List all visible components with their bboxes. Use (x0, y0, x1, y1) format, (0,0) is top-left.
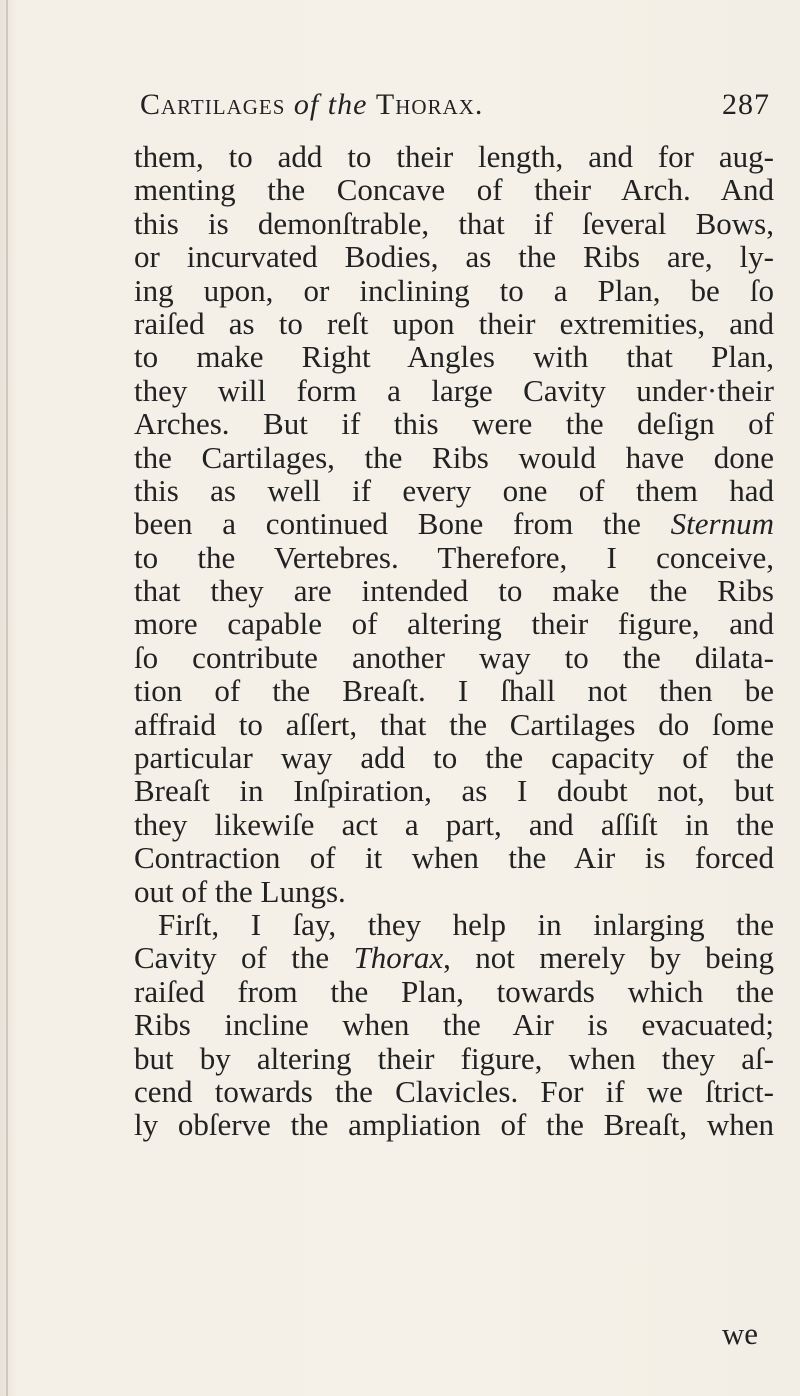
text-line: ſo contribute another way to the dilata- (134, 639, 774, 675)
text-line: Firſt, I ſay, they help in inlarging the (158, 906, 774, 942)
text-line: the Cartilages, the Ribs would have done (134, 439, 774, 475)
text-segment: , not merely by being (443, 940, 775, 976)
text-line: that they are intended to make the Ribs (134, 573, 774, 609)
text-line: particular way add to the capacity of the (134, 740, 774, 776)
text-line: but by altering their figure, when they aſ- (134, 1040, 774, 1076)
text-line (134, 941, 774, 974)
text-line: or incurvated Bodies, as the Ribs are, ly- (134, 239, 774, 275)
text-line: out of the Lungs. (134, 873, 346, 909)
text-line: Arches. But if this were the deſign of (134, 406, 774, 442)
text-line: tion of the Breaſt. I ſhall not then be (134, 673, 774, 709)
text-line: they will form a large Cavity under·their (134, 372, 774, 408)
text-segment: been a continued Bone from the (134, 506, 641, 542)
text-line: they likewiſe act a part, and aſſiſt in the (134, 806, 774, 842)
text-line: raiſed from the Plan, towards which the (134, 973, 774, 1009)
text-line: cend towards the Clavicles. For if we ſtrict- (134, 1073, 774, 1109)
running-head-right: Thorax. (375, 88, 484, 121)
text-line: to make Right Angles with that Plan, (134, 339, 774, 375)
body-text (134, 140, 774, 1142)
gutter-shadow (6, 0, 8, 1396)
text-line: them, to add to their length, and for aug- (134, 139, 774, 174)
text-line: ing upon, or inclining to a Plan, be ſo (134, 272, 774, 308)
text-line: this as well if every one of them had (134, 472, 774, 508)
text-line: to the Vertebres. Therefore, I conceive, (134, 539, 774, 575)
running-head-of-the: of the (293, 88, 368, 121)
running-head-left: Cartilages (140, 88, 286, 121)
text-line: this is demonſtrable, that if ſeveral Bows, (134, 205, 774, 241)
text-line: Ribs incline when the Air is evacuated; (134, 1007, 774, 1043)
text-line: raiſed as to reſt upon their extremities, and (134, 305, 774, 341)
catchword: we (721, 1316, 758, 1351)
text-segment: Cavity of the (134, 940, 330, 976)
text-line: ly obſerve the ampliation of the Breaſt, when (134, 1107, 774, 1143)
page-number: 287 (722, 88, 770, 121)
text-line: more capable of altering their figure, and (134, 606, 774, 642)
text-line: menting the Concave of their Arch. And (134, 172, 774, 208)
text-line: Contraction of it when the Air is forced (134, 840, 774, 876)
text-line: affraid to aſſert, that the Cartilages do ſome (134, 706, 774, 742)
italic-word-thorax: Thorax (353, 940, 444, 976)
text-line: Breaſt in Inſpiration, as I doubt not, but (134, 773, 774, 809)
text-line (134, 507, 774, 540)
running-head (140, 88, 770, 128)
italic-word-sternum: Sternum (670, 506, 774, 542)
